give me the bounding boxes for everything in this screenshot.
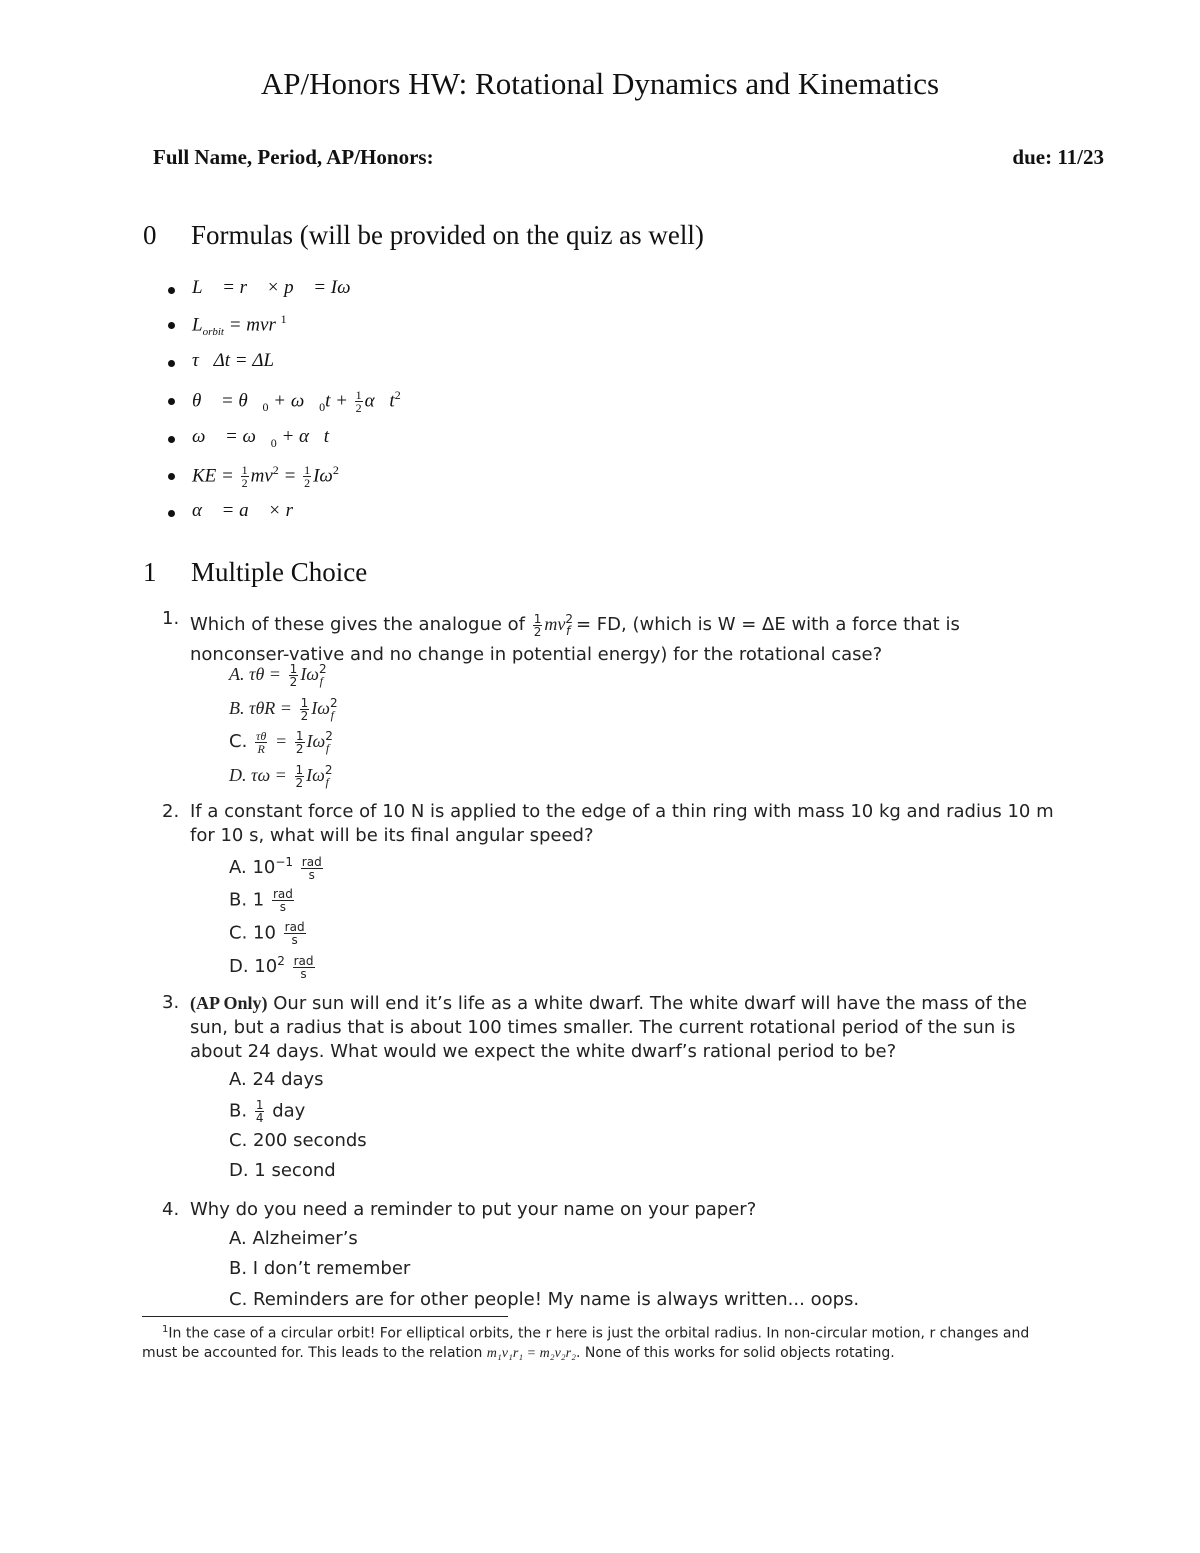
section-heading-multiple-choice: 1 Multiple Choice [143, 557, 368, 587]
q2-option-a[interactable]: A. $10^{-1}$ $\frac{\text{rad}}{s}$ [229, 854, 322, 882]
question-4: 4. Why do you need a reminder to put your name on your paper? [162, 1199, 757, 1220]
q2-option-c[interactable]: C. 10 $\frac{\text{rad}}{s}$ [229, 920, 305, 947]
q1-option-b[interactable]: B. τθR = $\frac{1}{2}$ $I\omega^2_f$ [229, 695, 338, 723]
q3-option-c[interactable]: C. 200 seconds [229, 1130, 367, 1151]
q1-option-d[interactable]: D. τω = $\frac{1}{2}$ $I\omega^2_f$ [229, 762, 333, 790]
q3-option-a[interactable]: A. 24 days [229, 1069, 324, 1090]
footnote-rule [142, 1316, 508, 1317]
question-1: 1. Which of these gives the analogue of $\frac{1}{2}$ $mv^2_f$ = FD, (which is W = ΔE with a force that is nonconser-vative and no change in potential energy) for the rotational case? [162, 608, 960, 665]
q3-option-b[interactable]: B. $\frac{1}{4}$ day [229, 1098, 306, 1125]
q1-option-c[interactable]: C. $\frac{\tau\theta}{R}$ = $\frac{1}{2}$ $I\omega^2_f$ [229, 728, 333, 756]
question-3: 3. (AP Only) Our sun will end it’s life as a white dwarf. The white dwarf will have the mass of the sun, but a radius that is about 100 times smaller. The current rotational period of the sun is about 24 days. What would we expect the white dwarf’s rational period to be? [162, 992, 1027, 1062]
q2-option-b[interactable]: B. 1 $\frac{\text{rad}}{s}$ [229, 887, 293, 914]
page-title: AP/Honors HW: Rotational Dynamics and Kinematics [260, 66, 940, 101]
q1-option-a[interactable]: A. τθ = $\frac{1}{2}$ $I\omega^2_f$ [229, 661, 327, 689]
section-heading-formulas: 0 Formulas (will be provided on the quiz as well) [143, 220, 704, 250]
q2-option-d[interactable]: D. $10^2$ $\frac{\text{rad}}{s}$ [229, 953, 314, 981]
name-period-label: Full Name, Period, AP/Honors: [153, 145, 434, 169]
due-date: due: 11/23 [1012, 145, 1104, 169]
footnote: $^1$In the case of a circular orbit! For elliptical orbits, the r here is just the orbital radius. In non-circular motion, r changes and must be accounted for. This leads to the relation m₁v₁r₁ = m₂v₂r₂. None of this works for solid objects rotating. [142, 1324, 1030, 1361]
q4-option-b[interactable]: B. I don’t remember [229, 1258, 411, 1279]
question-2: 2. If a constant force of 10 N is applied to the edge of a thin ring with mass 10 kg and radius 10 m for 10 s, what will be its final angular speed? [162, 801, 1054, 846]
q3-option-d[interactable]: D. 1 second [229, 1160, 336, 1181]
q4-option-a[interactable]: A. Alzheimer’s [229, 1228, 358, 1249]
q4-option-c[interactable]: C. Reminders are for other people! My name is always written... oops. [229, 1289, 860, 1310]
